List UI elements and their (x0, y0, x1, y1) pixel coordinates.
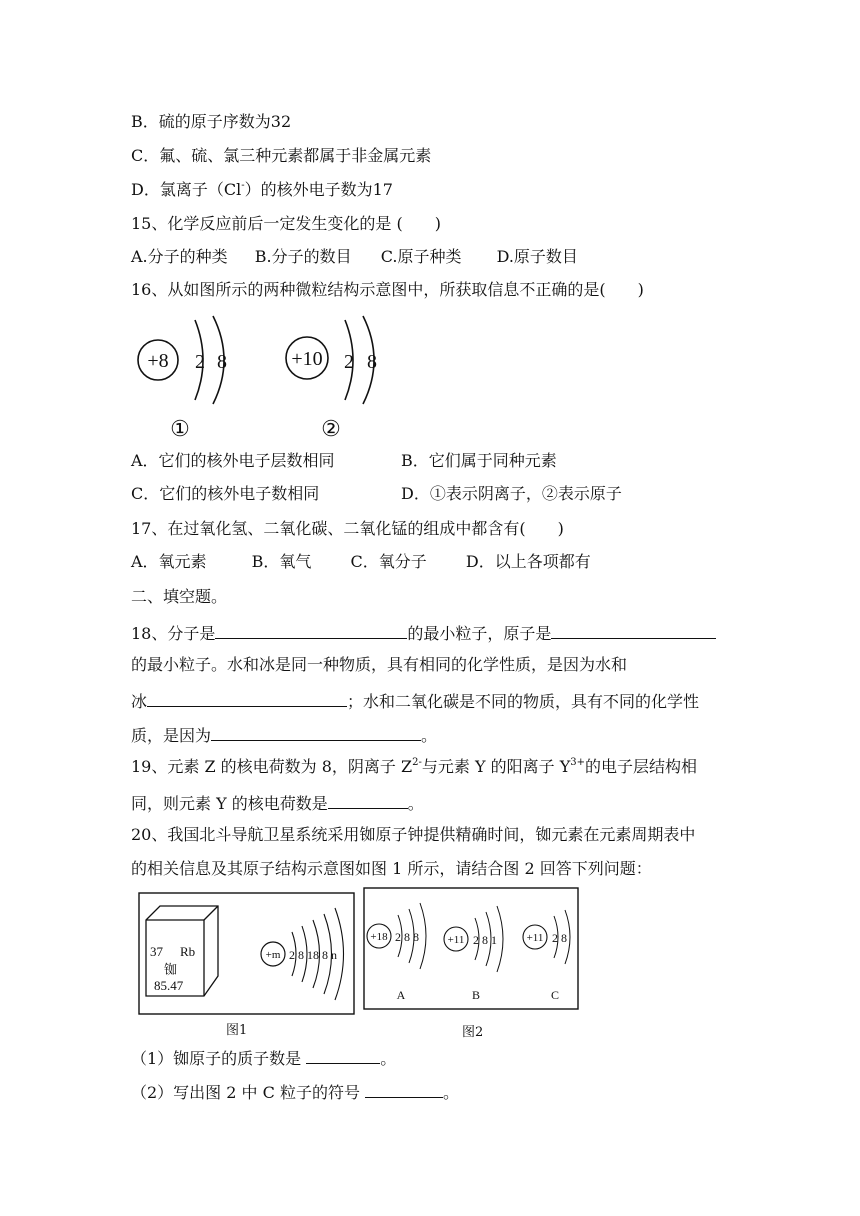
q20-line-2: 的相关信息及其原子结构示意图如图 1 所示，请结合图 2 回答下列问题： (131, 859, 652, 878)
rb-nucleus: +m (265, 949, 281, 961)
q14-option-c: C．氟、硫、氯三种元素都属于非金属元素 (131, 146, 432, 165)
q15-option-d: D.原子数目 (496, 247, 578, 266)
q18-line-4: 质，是因为 。 (131, 722, 437, 747)
element-symbol: Rb (180, 944, 196, 959)
q19-blank[interactable] (328, 790, 408, 809)
particle-a-diagram (367, 903, 426, 1002)
q14-option-b: B．硫的原子序数为32 (131, 112, 292, 131)
particle-2-shell-2: 8 (367, 351, 377, 373)
particle-b-diagram (444, 906, 503, 1002)
q20-blank-2[interactable] (365, 1079, 443, 1098)
particle-b-nucleus: +11 (447, 934, 465, 946)
q18-line-3: 冰 ；水和二氧化碳是不同的物质，具有不同的化学性 (131, 688, 699, 713)
particle-2-shell-1: 2 (344, 351, 354, 373)
q18-blank-4[interactable] (211, 722, 421, 741)
particle-c-shells: 2 8 (552, 931, 567, 945)
particle-1-label: ① (170, 416, 190, 441)
q17-stem: 17、在过氧化氢、二氧化碳、二氧化锰的组成中都含有( ) (131, 519, 564, 538)
particle-c-nucleus: +11 (526, 932, 544, 944)
periodic-table-cell (146, 906, 218, 996)
q18-blank-2[interactable] (551, 620, 716, 639)
atomic-number: 37 (150, 944, 163, 959)
q16-particle-diagrams (125, 312, 395, 442)
particle-a-label: A (396, 988, 406, 1002)
particle-1-diagram (138, 316, 227, 441)
q18-line-2: 的最小粒子。水和冰是同一种物质，具有相同的化学性质，是因为水和 (131, 655, 628, 674)
particle-2-diagram (286, 316, 377, 441)
q17-options (131, 551, 591, 573)
particle-b-label: B (471, 988, 481, 1002)
section-2-heading: 二、填空题。 (131, 587, 228, 606)
q18-blank-3[interactable] (147, 688, 347, 707)
figure-1-caption: 图1 (226, 1023, 248, 1038)
q16-option-a: A．它们的核外电子层数相同 (131, 451, 335, 470)
q15-stem: 15、化学反应前后一定发生变化的是 ( ) (131, 214, 441, 233)
particle-2-label: ② (321, 416, 341, 441)
particle-2-nucleus: +10 (291, 348, 323, 370)
q15-option-a: A.分子的种类 (131, 247, 228, 266)
q16-options-row-1 (131, 450, 557, 472)
element-name: 铷 (164, 962, 178, 977)
q16-options-row-2 (131, 483, 622, 505)
q17-option-a: A．氧元素 (131, 552, 207, 571)
q15-options (131, 246, 578, 268)
particle-1-shell-1: 2 (195, 351, 205, 373)
rubidium-structure (261, 908, 344, 1000)
q20-line-1: 20、我国北斗导航卫星系统采用铷原子钟提供精确时间，铷元素在元素周期表中 (131, 825, 696, 844)
rb-shells: 2 8 18 8 n (289, 948, 337, 962)
q17-option-b: B．氧气 (251, 552, 312, 571)
q19-line-2: 同，则元素 Y 的核电荷数是 。 (131, 790, 424, 815)
q20-blank-1[interactable] (306, 1045, 380, 1064)
q19-line-1: 19、元素 Z 的核电荷数为 8，阴离子 $Z^{2-}$与元素 Y 的阳离子 $Y^{3+}$的电子层结构相 (131, 756, 698, 776)
particle-b-shells: 2 8 1 (473, 933, 497, 947)
particle-c-diagram (523, 910, 570, 1002)
figure-1 (138, 892, 356, 1016)
particle-a-shells: 2 8 8 (395, 930, 419, 944)
q20-sub-1: （1）铷原子的质子数是 。 (131, 1045, 396, 1070)
q16-option-d: D．①表示阴离子，②表示原子 (401, 484, 622, 503)
q16-stem: 16、从如图所示的两种微粒结构示意图中，所获取信息不正确的是( ) (131, 280, 644, 299)
figure-2-caption: 图2 (462, 1025, 484, 1040)
particle-1-shell-2: 8 (217, 351, 227, 373)
particle-1-nucleus: +8 (147, 350, 169, 372)
figure-2 (363, 887, 580, 1011)
q20-sub-2: （2）写出图 2 中 C 粒子的符号 。 (131, 1079, 459, 1104)
q18-blank-1[interactable] (215, 620, 407, 639)
q17-option-c: C．氧分子 (350, 552, 427, 571)
q16-option-c: C．它们的核外电子数相同 (131, 484, 320, 503)
q14-option-d: D．氯离子（Cl-）的核外电子数为17 (131, 179, 393, 199)
particle-c-label: C (550, 988, 560, 1002)
q16-option-b: B．它们属于同种元素 (401, 451, 557, 470)
q15-option-c: C.原子种类 (380, 247, 462, 266)
q18-line-1: 18、分子是 的最小粒子，原子是 (131, 620, 716, 645)
q17-option-d: D．以上各项都有 (465, 552, 591, 571)
atomic-mass: 85.47 (154, 978, 184, 993)
particle-a-nucleus: +18 (370, 931, 388, 943)
q15-option-b: B.分子的数目 (254, 247, 352, 266)
